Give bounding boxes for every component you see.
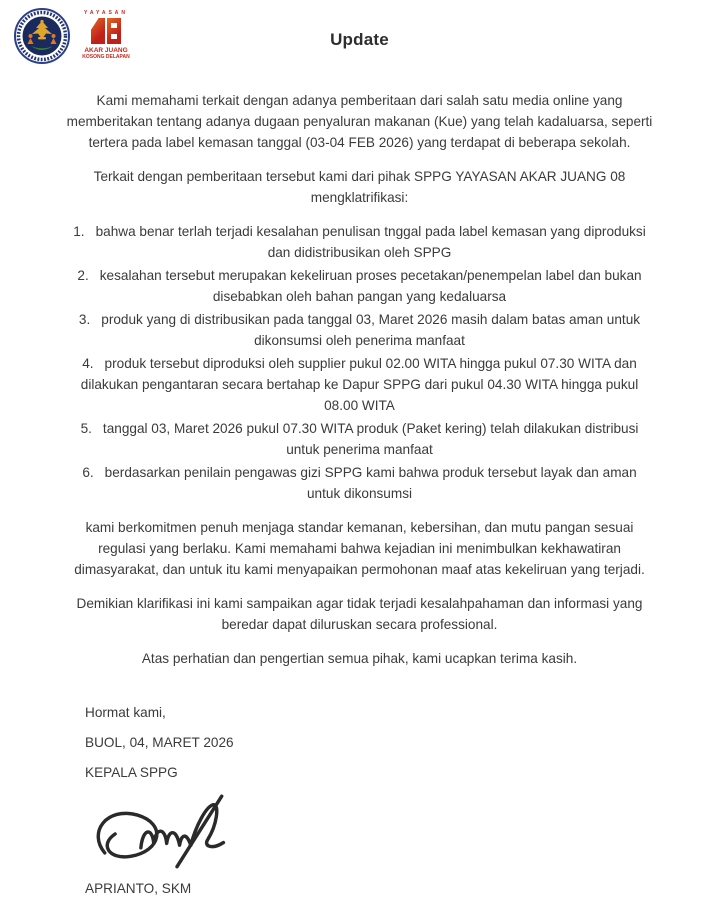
paragraph-thanks: Atas perhatian dan pengertian semua pihak, kami ucapkan terima kasih. bbox=[141, 651, 578, 666]
yayasan-logo bbox=[78, 8, 134, 60]
list-item-number: 1. bbox=[73, 224, 85, 239]
list-item-number: 3. bbox=[78, 312, 91, 327]
list-item-number: 5. bbox=[80, 421, 92, 436]
paragraph-commitment: kami berkomitmen penuh menjaga standar kemanan, kebersihan, dan mutu pangan sesuai regulasi yang berlaku. Kami memahami bahwa kejadian ini menimbulkan kekhawatiran dimasyarakat, dan untuk itu kami menyapaikan permohonan maaf atas kekeliruan yang terjadi. bbox=[74, 520, 645, 577]
signature-scrawl bbox=[77, 791, 277, 877]
national-seal-icon bbox=[14, 8, 70, 64]
signer-name: APRIANTO, SKM bbox=[85, 881, 192, 896]
list-item bbox=[66, 462, 654, 504]
yayasan-logo-top-text: YAYASAN bbox=[83, 10, 129, 16]
list-item-number: 4. bbox=[82, 356, 94, 371]
letter-body bbox=[66, 90, 654, 669]
header-logos bbox=[14, 8, 134, 64]
list-item-number: 6. bbox=[82, 465, 94, 480]
list-item-text: produk yang di distribusikan pada tanggal 03, Maret 2026 masih dalam batas aman untuk dikonsumsi oleh penerima manfaat bbox=[101, 312, 641, 348]
closing-salutation: Hormat kami, bbox=[85, 705, 166, 720]
list-item bbox=[66, 353, 654, 416]
page-title: Update bbox=[330, 30, 389, 49]
list-item bbox=[66, 309, 654, 351]
list-item-text: produk tersebut diproduksi oleh supplier pukul 02.00 WITA hingga pukul 07.30 WITA dan dilakukan pengantaran secara bertahap ke Dapur SPPG dari pukul 04.30 WITA hingga pukul 08.00 WITA bbox=[80, 356, 639, 413]
paragraph-intro: Kami memahami terkait dengan adanya pemberitaan dari salah satu media online yang memberitakan tentang adanya dugaan penyaluran makanan (Kue) yang telah kadaluarsa, seperti tertera pada label kemasan tanggal (03-04 FEB 2026) yang terdapat di beberapa sekolah. bbox=[66, 93, 653, 150]
list-item bbox=[66, 418, 654, 460]
yayasan-logo-name: AKAR JUANG bbox=[84, 47, 128, 54]
list-item-text: kesalahan tersebut merupakan kekeliruan proses pecetakan/penempelan label dan bukan disebabkan oleh bahan pangan yang kedaluarsa bbox=[99, 268, 642, 304]
list-item bbox=[66, 265, 654, 307]
monogram-digit-8 bbox=[107, 18, 121, 44]
paragraph-clarification-lead: Terkait dengan pemberitaan tersebut kami dari pihak SPPG YAYASAN AKAR JUANG 08 mengklatrifikasi: bbox=[93, 169, 626, 205]
clarification-list bbox=[66, 221, 654, 504]
list-item-text: berdasarkan penilain pengawas gizi SPPG kami bahwa produk tersebut layak dan aman untuk dikonsumsi bbox=[104, 465, 637, 501]
list-item-text: bahwa benar terlah terjadi kesalahan penulisan tnggal pada label kemasan yang diproduksi dan didistribusikan oleh SPPG bbox=[95, 224, 646, 260]
paragraph-conclusion: Demikian klarifikasi ini kami sampaikan agar tidak terjadi kesalahpahaman dan informasi yang beredar dapat diluruskan secara professional. bbox=[76, 596, 643, 632]
closing-block bbox=[85, 703, 719, 899]
list-item-text: tanggal 03, Maret 2026 pukul 07.30 WITA produk (Paket kering) telah dilakukan distribusi untuk penerima manfaat bbox=[102, 421, 639, 457]
yayasan-logo-subname: KOSONG DELAPAN bbox=[82, 54, 130, 60]
closing-place-date: BUOL, 04, MARET 2026 bbox=[85, 735, 234, 750]
monogram-letter-a bbox=[91, 18, 105, 44]
closing-position: KEPALA SPPG bbox=[85, 765, 178, 780]
yayasan-monogram-icon bbox=[91, 18, 121, 44]
list-item bbox=[66, 221, 654, 263]
list-item-number: 2. bbox=[77, 268, 89, 283]
